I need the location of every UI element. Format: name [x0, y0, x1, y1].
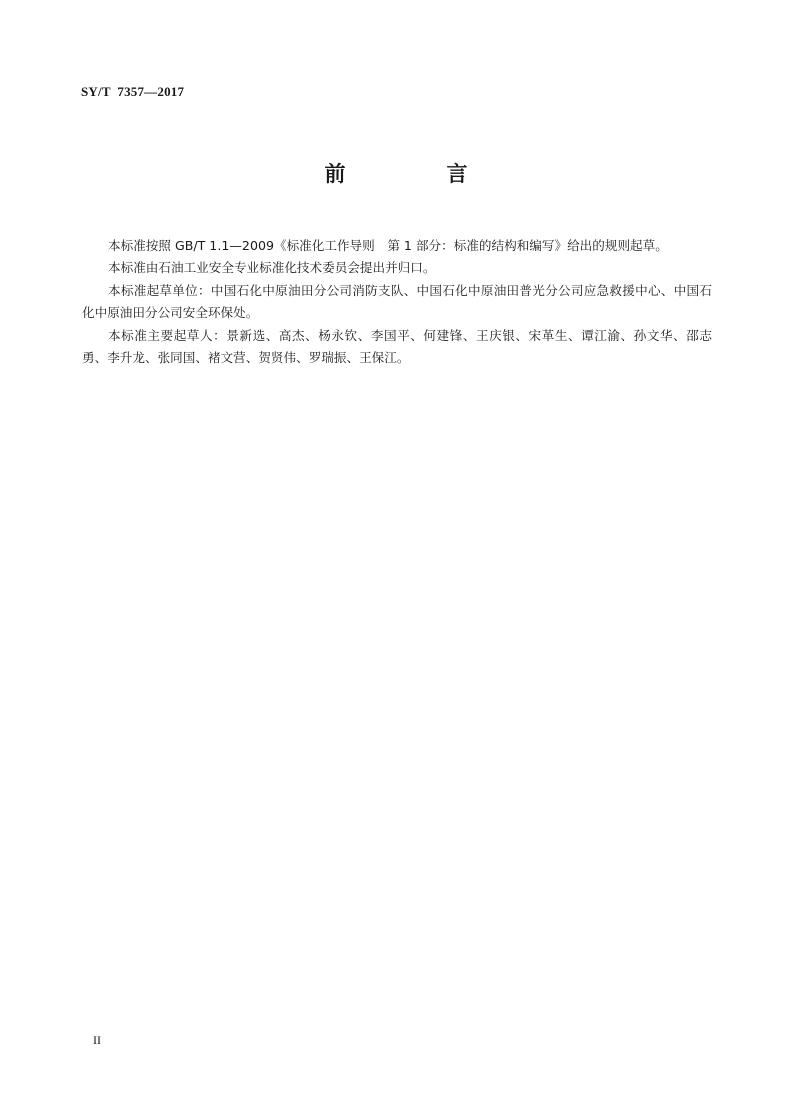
- page-number: II: [93, 1033, 101, 1047]
- paragraph-drafters: 本标准主要起草人：景新选、高杰、杨永钦、李国平、何建锋、王庆银、宋革生、谭江渝、孙文华、邵志勇、李升龙、张同国、褚文营、贺贤伟、罗瑞振、王保江。: [82, 327, 712, 366]
- paragraph-drafting-units: 本标准起草单位：中国石化中原油田分公司消防支队、中国石化中原油田普光分公司应急救援中心、中国石化中原油田分公司安全环保处。: [82, 282, 712, 321]
- foreword-body: [82, 235, 712, 369]
- paragraph-proposer: 本标准由石油工业安全专业标准化技术委员会提出并归口。: [108, 260, 436, 276]
- paragraph-drafting-rules: 本标准按照 GB/T 1.1—2009《标准化工作导则 第 1 部分：标准的结构和编写》给出的规则起草。: [108, 238, 668, 253]
- page-title: 前 言: [324, 162, 508, 186]
- standard-code: SY/T 7357—2017: [81, 84, 185, 99]
